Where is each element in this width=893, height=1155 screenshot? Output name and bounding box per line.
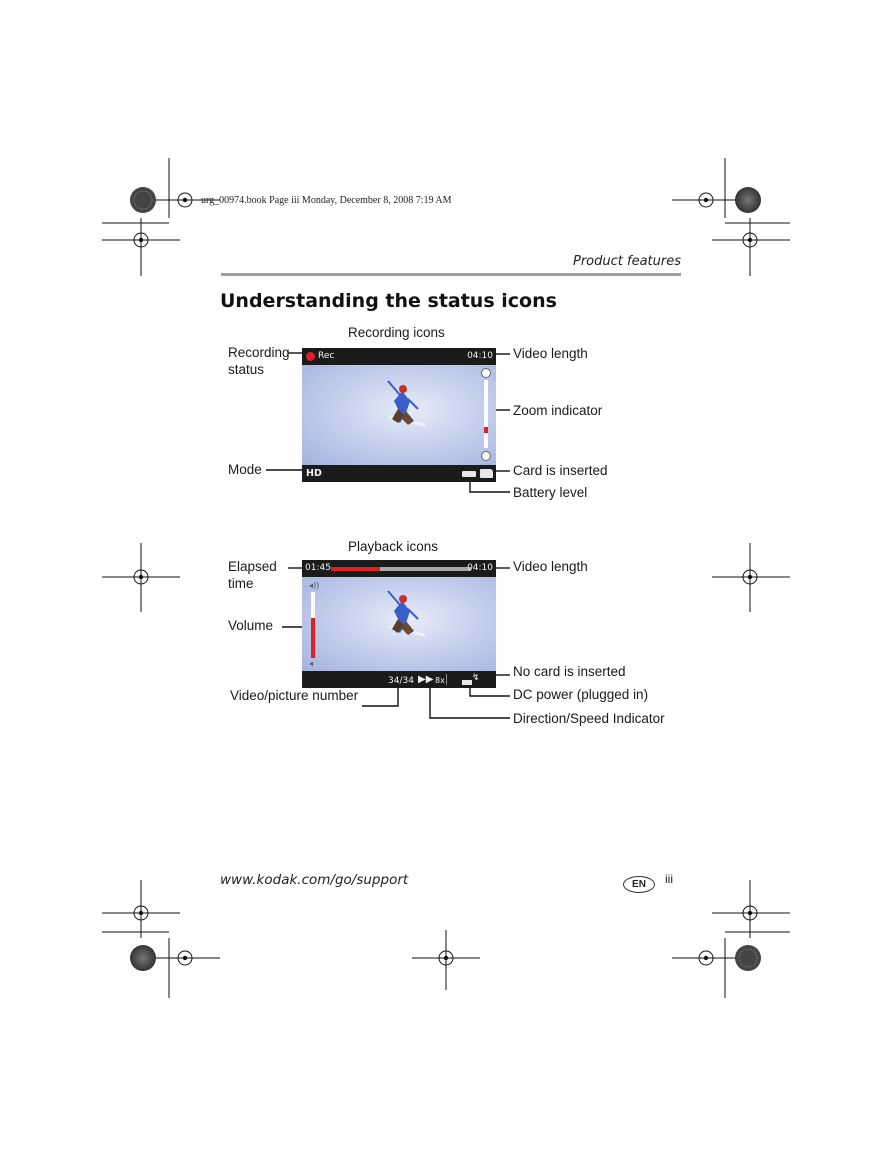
label-card-inserted: Card is inserted [513, 463, 608, 478]
snowboarder-figure-playback [302, 577, 496, 671]
dc-plug-icon [462, 680, 472, 685]
label-battery-level: Battery level [513, 485, 588, 500]
battery-icon [462, 471, 476, 477]
osd-divider [446, 674, 447, 685]
rec-time: 04:10 [467, 351, 493, 361]
snowboarder-photo [302, 365, 496, 465]
dc-power-icon: ↯ [472, 673, 480, 683]
print-line: urg_00974.book Page iii Monday, December 8, 2008 7:19 AM [201, 195, 452, 206]
label-mode: Mode [228, 462, 262, 477]
snowboarder-photo-playback [302, 577, 496, 671]
zoom-track [484, 380, 488, 448]
support-url[interactable]: www.kodak.com/go/support [220, 872, 409, 888]
progress-track [331, 567, 471, 571]
label-zoom-indicator: Zoom indicator [513, 403, 603, 418]
progress-fill [331, 567, 380, 571]
playback-screen [302, 560, 496, 688]
speed-indicator: 8x [435, 676, 445, 685]
sd-card-icon [480, 469, 493, 478]
label-volume: Volume [228, 618, 274, 633]
zoom-in-icon [481, 368, 491, 378]
elapsed-time: 01:45 [305, 563, 331, 573]
header-rule [221, 273, 681, 276]
language-badge: EN [623, 876, 655, 893]
label-no-card: No card is inserted [513, 664, 626, 679]
section-header: Product features [573, 254, 681, 269]
volume-high-icon: ◂)) [309, 581, 320, 590]
volume-low-icon: ◂ [309, 659, 314, 668]
label-video-picture-number: Video/picture number [230, 688, 359, 703]
volume-fill [311, 618, 315, 658]
page-number: iii [665, 872, 673, 886]
picture-number: 34/34 [388, 676, 414, 686]
label-recording-status: Recording status [228, 345, 290, 377]
volume-track [311, 592, 315, 658]
rec-label: Rec [318, 351, 335, 361]
total-time: 04:10 [467, 563, 493, 573]
snowboarder-figure [302, 365, 496, 465]
fast-forward-icon: ▶▶ [418, 674, 434, 685]
zoom-level-marker [484, 427, 488, 433]
label-video-length-rec: Video length [513, 346, 588, 361]
label-video-length-play: Video length [513, 559, 588, 574]
label-elapsed-time: Elapsed time [228, 559, 277, 591]
recording-heading: Recording icons [348, 325, 445, 340]
label-direction-speed: Direction/Speed Indicator [513, 711, 665, 726]
label-dc-power: DC power (plugged in) [513, 687, 649, 702]
mode-hd: HD [306, 468, 322, 479]
playback-heading: Playback icons [348, 539, 439, 554]
zoom-out-icon [481, 451, 491, 461]
rec-dot-icon [306, 352, 315, 361]
page-title: Understanding the status icons [220, 290, 557, 312]
recording-screen [302, 348, 496, 482]
